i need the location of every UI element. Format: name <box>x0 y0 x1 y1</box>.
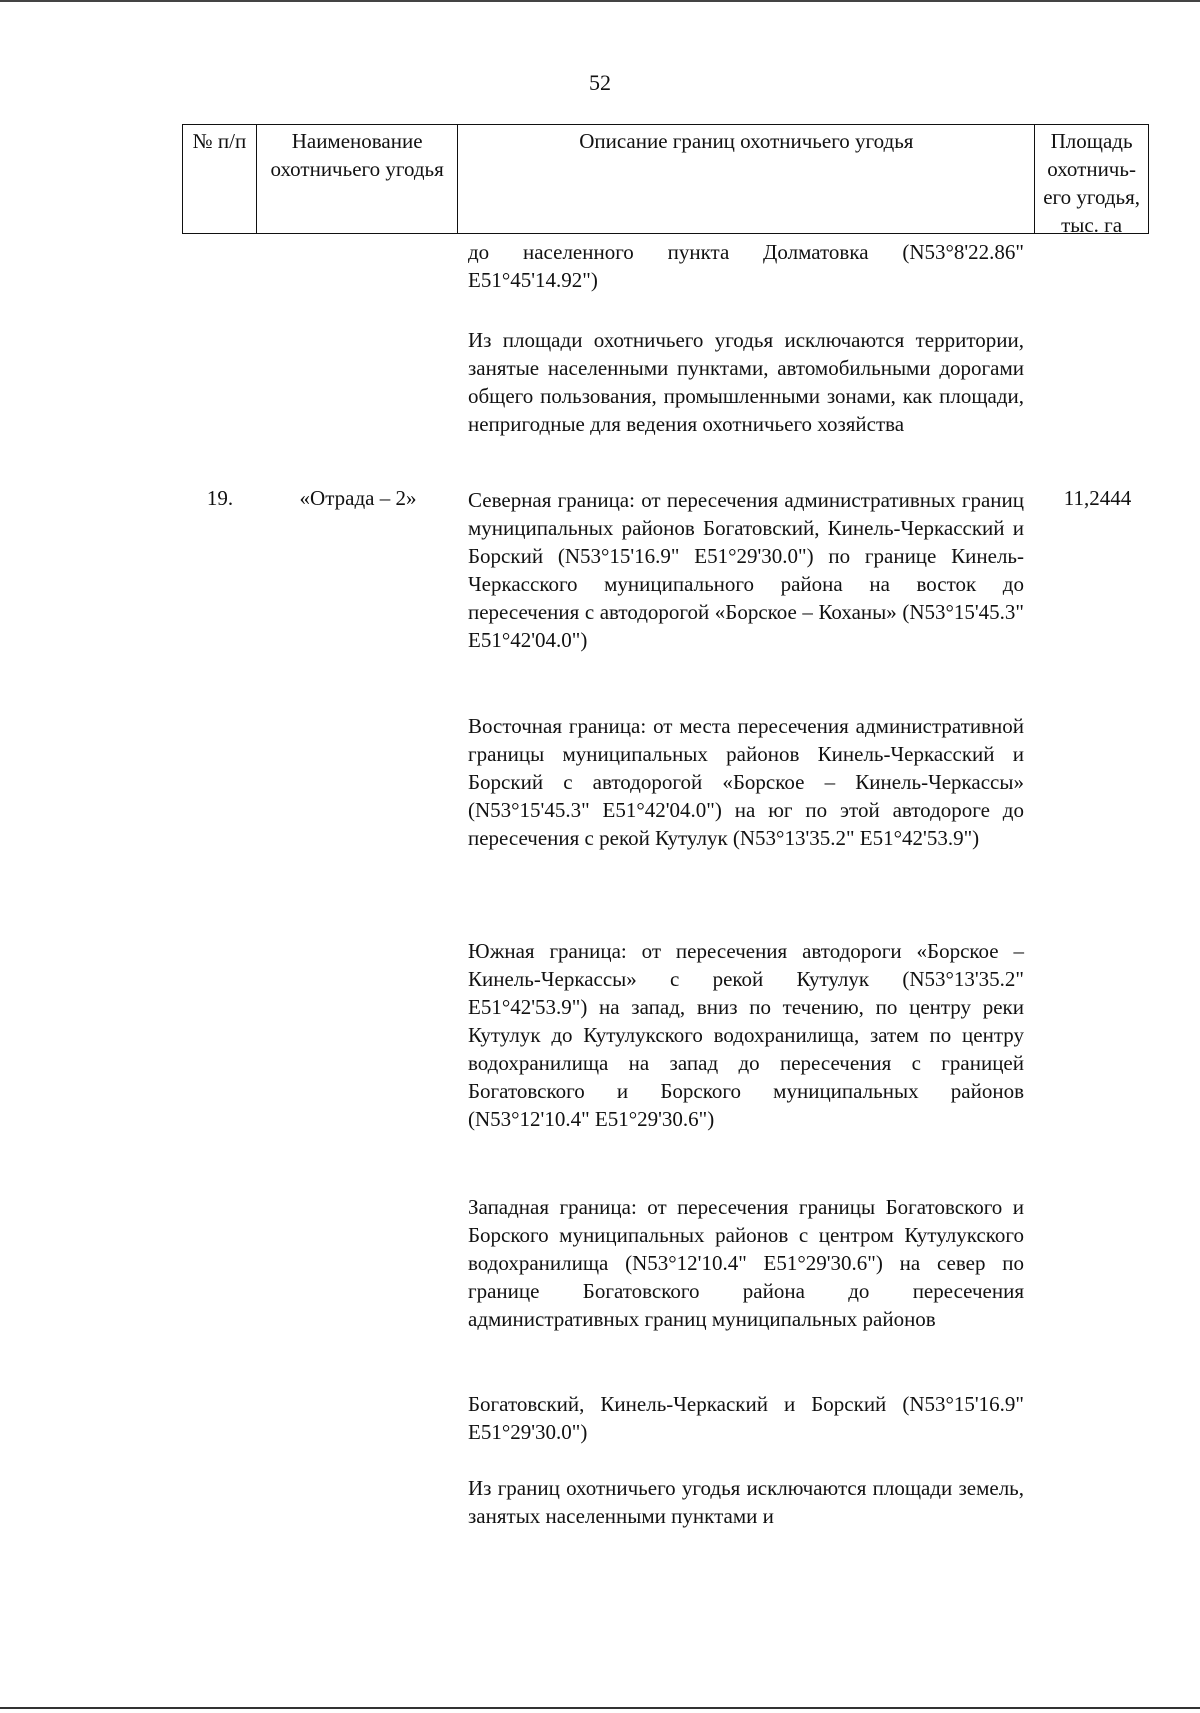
continuation-paragraph-2: Из площади охотничьего угодья исключаются территории, занятые населенными пунктами, автомобильными дорогами общего пользования, промышленными зонами, как площади, непригодные для ведения охотничьего хозяйства <box>468 328 1024 436</box>
page-number: 52 <box>589 70 611 95</box>
header-name: Наименование охотничьего угодья <box>257 125 459 233</box>
row-19-east-boundary <box>468 712 1024 852</box>
header-area: Площадь охотничь-его угодья, тыс. га <box>1043 129 1141 237</box>
row-19-north-boundary <box>468 486 1024 654</box>
row-19-number: 19. <box>206 486 234 510</box>
west-boundary-continuation-text: Богатовский, Кинель-Черкаский и Борский (N53°15'16.9" E51°29'30.0") <box>468 1392 1024 1444</box>
continuation-exclusion <box>468 326 1024 438</box>
north-boundary-text: Северная граница: от пересечения административных границ муниципальных районов Богатовский, Кинель-Черкасский и Борский (N53°15'16.9" E51°29'30.0") по границе Кинель-Черкасского муниципального района на восток до пересечения с автодорогой «Борское – Коханы» (N53°15'45.3" E51°42'04.0") <box>468 488 1024 652</box>
table-header <box>182 124 1149 237</box>
south-boundary-text: Южная граница: от пересечения автодороги «Борское – Кинель-Черкассы» с рекой Кутулук (N53°13'35.2" E51°42'53.9") на запад, вниз по течению, по центру реки Кутулук до Кутулукского водохранилища, затем по центру водохранилища на запад до пересечения с границей Богатовского и Борского муниципальных районов (N53°12'10.4" E51°29'30.6") <box>468 939 1024 1131</box>
row-19-south-boundary <box>468 937 1024 1133</box>
header-description: Описание границ охотничьего угодья <box>458 125 1035 233</box>
row-19-name: «Отрада – 2» <box>299 486 417 510</box>
continuation-paragraph-1: до населенного пункта Долматовка (N53°8'22.86" E51°45'14.92") <box>468 240 1024 292</box>
continuation-text <box>468 238 1024 294</box>
scan-edge-bottom <box>0 1707 1200 1709</box>
west-boundary-text: Западная граница: от пересечения границы Богатовского и Борского муниципальных районов с центром Кутулукского водохранилища (N53°12'10.4" E51°29'30.6") на север по границе Богатовского района до пересечения административных границ муниципальных районов <box>468 1195 1024 1331</box>
scan-edge-top <box>0 0 1200 2</box>
row-19-west-boundary <box>468 1193 1024 1333</box>
row-19-exclusion <box>468 1474 1024 1530</box>
east-boundary-text: Восточная граница: от места пересечения административной границы муниципальных районов Кинель-Черкасский и Борский с автодорогой «Борское – Кинель-Черкассы» (N53°15'45.3" E51°42'04.0") на юг по этой автодороге до пересечения с рекой Кутулук (N53°13'35.2" E51°42'53.9") <box>468 714 1024 850</box>
row-19-west-boundary-continuation <box>468 1390 1024 1446</box>
row-19-area: 11,2444 <box>1063 486 1132 510</box>
exclusion-text: Из границ охотничьего угодья исключаются площади земель, занятых населенными пунктами и <box>468 1476 1024 1528</box>
header-number: № п/п <box>183 125 257 233</box>
